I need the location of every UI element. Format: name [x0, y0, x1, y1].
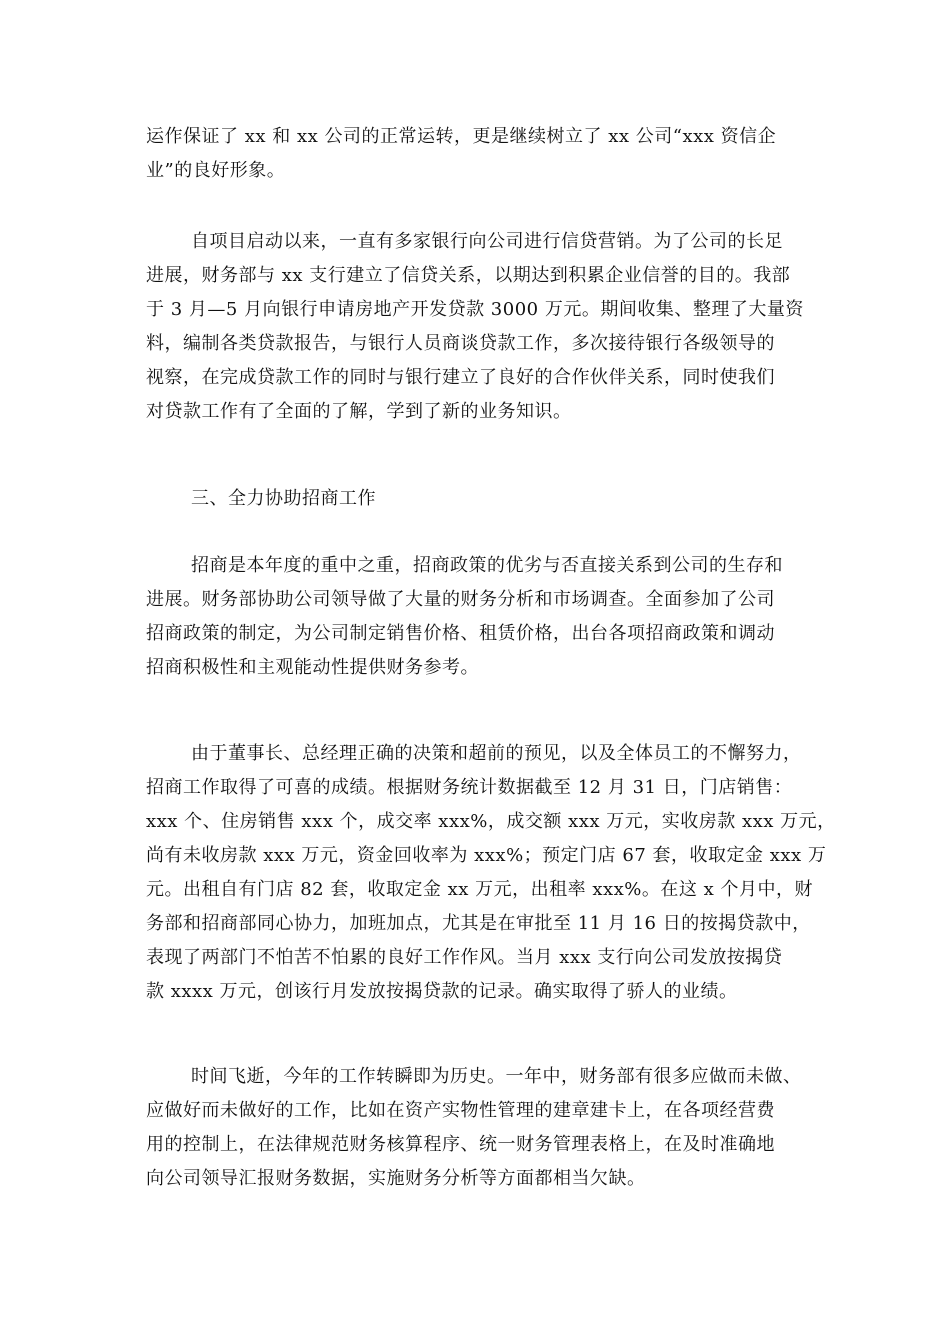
paragraph-shortcomings	[146, 1060, 816, 1196]
text-line: 时间飞逝，今年的工作转瞬即为历史。一年中，财务部有很多应做而未做、	[191, 1066, 802, 1087]
text-line: 料，编制各类贷款报告，与银行人员商谈贷款工作，多次接待银行各级领导的	[146, 333, 775, 354]
text-line: 尚有未收房款 xxx 万元，资金回收率为 xxx%；预定门店 67 套，收取定金 xxx 万	[146, 845, 827, 866]
text-line: 对贷款工作有了全面的了解，学到了新的业务知识。	[146, 401, 572, 422]
text-line: 招商政策的制定，为公司制定销售价格、租赁价格，出台各项招商政策和调动	[146, 623, 775, 644]
text-line: 视察，在完成贷款工作的同时与银行建立了良好的合作伙伴关系，同时使我们	[146, 367, 775, 388]
paragraph-continuation	[146, 120, 816, 188]
heading-text: 三、全力协助招商工作	[191, 488, 376, 509]
text-line: 业”的良好形象。	[146, 160, 286, 181]
text-line: 向公司领导汇报财务数据，实施财务分析等方面都相当欠缺。	[146, 1168, 646, 1189]
text-line: 招商积极性和主观能动性提供财务参考。	[146, 657, 479, 678]
paragraph-investment-policy	[146, 549, 816, 685]
text-line: 进展，财务部与 xx 支行建立了信贷关系，以期达到积累企业信誉的目的。我部	[146, 265, 791, 286]
text-line: 于 3 月—5 月向银行申请房地产开发贷款 3000 万元。期间收集、整理了大量资	[146, 299, 804, 320]
text-line: 由于董事长、总经理正确的决策和超前的预见，以及全体员工的不懈努力，	[191, 743, 802, 764]
section-heading	[146, 482, 816, 516]
text-line: 招商是本年度的重中之重，招商政策的优劣与否直接关系到公司的生存和	[191, 555, 783, 576]
text-line: 自项目启动以来，一直有多家银行向公司进行信贷营销。为了公司的长足	[191, 231, 783, 252]
text-line: 进展。财务部协助公司领导做了大量的财务分析和市场调查。全面参加了公司	[146, 589, 775, 610]
text-line: 款 xxxx 万元，创该行月发放按揭贷款的记录。确实取得了骄人的业绩。	[146, 981, 738, 1002]
text-line: 元。出租自有门店 82 套，收取定金 xx 万元，出租率 xxx%。在这 x 个月中，财	[146, 879, 813, 900]
paragraph-loan-marketing	[146, 225, 816, 429]
paragraph-sales-results	[146, 737, 836, 1009]
text-line: 应做好而未做好的工作，比如在资产实物性管理的建章建卡上，在各项经营费	[146, 1100, 775, 1121]
text-line: 务部和招商部同心协力，加班加点，尤其是在审批至 11 月 16 日的按揭贷款中，	[146, 913, 811, 934]
text-line: xxx 个、住房销售 xxx 个，成交率 xxx%，成交额 xxx 万元，实收房款 xxx 万元，	[146, 811, 836, 832]
text-line: 用的控制上，在法律规范财务核算程序、统一财务管理表格上，在及时准确地	[146, 1134, 775, 1155]
text-line: 运作保证了 xx 和 xx 公司的正常运转，更是继续树立了 xx 公司“xxx 资信企	[146, 126, 777, 147]
text-line: 招商工作取得了可喜的成绩。根据财务统计数据截至 12 月 31 日，门店销售：	[146, 777, 793, 798]
text-line: 表现了两部门不怕苦不怕累的良好工作作风。当月 xxx 支行向公司发放按揭贷	[146, 947, 783, 968]
